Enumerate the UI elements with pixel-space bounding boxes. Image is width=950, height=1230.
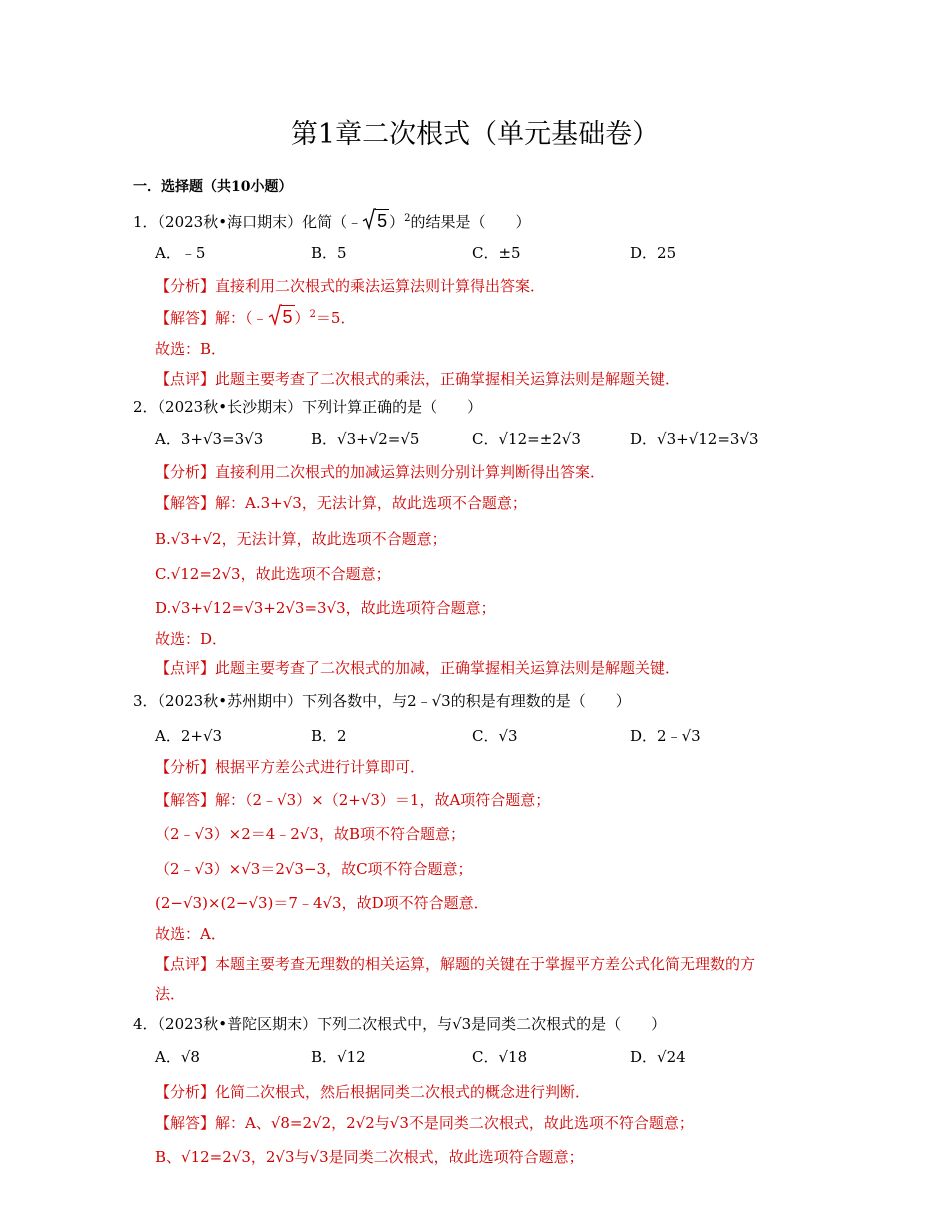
q3-solution-1: 【解答】解：（2﹣√3）×（2+√3）＝1，故A项符合题意； [155,791,551,809]
section-heading: 一．选择题（共10小题） [133,179,293,195]
q1-option-d: D．25 [630,244,677,262]
q3-comment-2: 法． [155,985,186,1003]
q3-analysis: 【分析】根据平方差公式进行计算即可． [155,758,426,776]
q1-stem: 1．（2023秋•海口期末）化简（﹣ 5 ）$^2$的结果是（ ） [133,211,531,231]
q4-stem: 4．（2023秋•普陀区期末）下列二次根式中，与√3是同类二次根式的是（ ） [133,1015,667,1033]
q3-option-b: B．2 [311,727,347,745]
q1-option-b: B．5 [311,244,347,262]
q1-option-a: A．﹣5 [155,244,206,262]
q2-solution-4: D.√3+√12=√3+2√3=3√3，故此选项符合题意； [155,599,496,617]
q2-comment: 【点评】此题主要考查了二次根式的加减，正确掌握相关运算法则是解题关键． [155,659,681,677]
q2-option-d: D．√3+√12=3√3 [630,430,759,448]
q3-solution-4: (2−√3)×(2−√3)＝7﹣4√3，故D项不符合题意． [155,894,489,912]
q2-option-a: A．3+√3=3√3 [155,430,264,448]
q2-option-b: B．√3+√2=√5 [311,430,420,448]
q1-comment: 【点评】此题主要考查了二次根式的乘法，正确掌握相关运算法则是解题关键． [155,370,681,388]
page-title: 第1章二次根式（单元基础卷） [290,119,660,150]
q3-comment-1: 【点评】本题主要考查无理数的相关运算，解题的关键在于掌握平方差公式化简无理数的方 [155,955,756,973]
q3-solution-2: （2﹣√3）×2＝4﹣2√3，故B项不符合题意； [155,825,465,843]
q3-solution-3: （2﹣√3）×√3＝2√3−3，故C项不符合题意； [155,860,473,878]
q4-solution-2: B、√12=2√3，2√3与√3是同类二次根式，故此选项符合题意； [155,1148,584,1166]
q4-analysis: 【分析】化简二次根式，然后根据同类二次根式的概念进行判断． [155,1083,591,1101]
q3-option-c: C．√3 [472,727,518,745]
q1-option-c: C．±5 [472,244,521,262]
q2-solution-3: C.√12=2√3，故此选项不合题意； [155,565,391,583]
q2-option-c: C．√12=±2√3 [472,430,581,448]
q1-solution: 【解答】解：（﹣ 5 ）$^2$＝5． [155,307,356,327]
q2-analysis: 【分析】直接利用二次根式的加减运算法则分别计算判断得出答案． [155,463,606,481]
q3-option-a: A．2+√3 [155,727,223,745]
q3-option-d: D．2﹣√3 [630,727,701,745]
q1-analysis: 【分析】直接利用二次根式的乘法运算法则计算得出答案． [155,277,546,295]
q4-option-d: D．√24 [630,1048,686,1066]
q2-solution-2: B.√3+√2，无法计算，故此选项不合题意； [155,530,447,548]
q3-choice: 故选：A． [155,925,226,943]
q4-option-c: C．√18 [472,1048,528,1066]
q2-solution-1: 【解答】解：A.3+√3，无法计算，故此选项不合题意； [155,494,527,512]
q3-stem: 3．（2023秋•苏州期中）下列各数中，与2﹣√3的积是有理数的是（ ） [133,692,631,710]
q1-choice: 故选：B． [155,340,227,358]
q2-stem: 2．（2023秋•长沙期末）下列计算正确的是（ ） [133,398,483,416]
q2-choice: 故选：D． [155,630,228,648]
q4-solution-1: 【解答】解：A、√8=2√2，2√2与√3不是同类二次根式，故此选项不符合题意； [155,1114,694,1132]
q4-option-b: B．√12 [311,1048,366,1066]
q4-option-a: A．√8 [155,1048,200,1066]
